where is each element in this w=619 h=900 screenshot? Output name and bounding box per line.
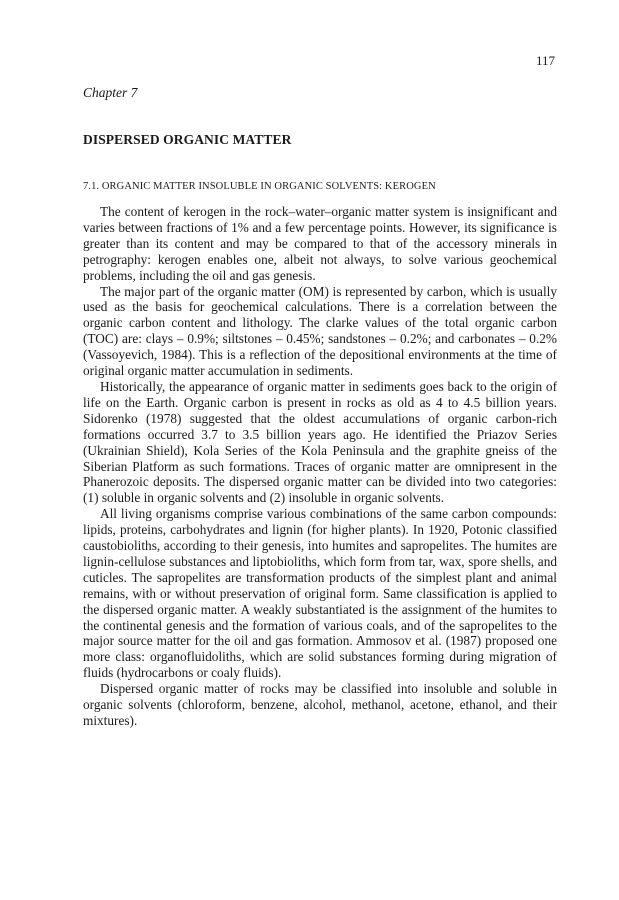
body-text xyxy=(83,204,557,729)
paragraph-3: Historically, the appearance of organic matter in sediments goes back to the origin of life on the Earth. Organic carbon is present in rocks as old as 4 to 4.5 billion years. Sidorenko (1978) suggested that the oldest accumulations of organic carbon-rich formations occurred 3.7 to 3.5 billion years ago. He identified the Priazov Series (Ukrainian Shield), Kola Series of the Kola Peninsula and the graphite gneiss of the Siberian Platform as such formations. Traces of organic matter are omnipresent in the Phanerozoic deposits. The dispersed organic matter can be divided into two categories: (1) soluble in organic solvents and (2) insoluble in organic solvents. xyxy=(83,378,557,506)
section-heading: 7.1. ORGANIC MATTER INSOLUBLE IN ORGANIC SOLVENTS: KEROGEN xyxy=(83,181,436,192)
paragraph-5: Dispersed organic matter of rocks may be classified into insoluble and soluble in organic solvents (chloroform, benzene, alcohol, methanol, acetone, ethanol, and their mixtures). xyxy=(83,681,557,728)
paragraph-1: The content of kerogen in the rock–water–organic matter system is insignificant and varies between fractions of 1% and a few percentage points. However, its significance is greater than its content and may be compared to that of the accessory minerals in petrography: kerogen enables one, albeit not always, to solve various geochemical problems, including the oil and gas genesis. xyxy=(83,204,557,283)
page-number: 117 xyxy=(535,53,555,68)
paragraph-2: The major part of the organic matter (OM) is represented by carbon, which is usually used as the basis for geochemical calculations. There is a correlation between the organic carbon content and lithology. The clarke values of the total organic carbon (TOC) are: clays – 0.9%; siltstones – 0.45%; sandstones – 0.2%; and carbonates – 0.2% (Vassoyevich, 1984). This is a reflection of the depositional environments at the time of original organic matter accumulation in sediments. xyxy=(83,283,557,379)
chapter-label: Chapter 7 xyxy=(83,85,138,100)
chapter-title: DISPERSED ORGANIC MATTER xyxy=(83,132,292,147)
paragraph-4: All living organisms comprise various combinations of the same carbon compounds: lipids, proteins, carbohydrates and lignin (for higher plants). In 1920, Potonic classified caustobioliths, according to their genesis, into humites and sapropelites. The humites are lignin-cellulose substances and liptobioliths, which form from tar, wax, spore shells, and cuticles. The sapropelites are transformation products of the simplest plant and animal remains, with or without preservation of original form. Same classification is applied to the dispersed organic matter. A weakly substantiated is the assignment of the humites to the continental genesis and the formation of various coals, and of the sapropelites to the major source matter for the oil and gas formation. Ammosov et al. (1987) proposed one more class: organofluidoliths, which are solid substances forming during migration of fluids (hydrocarbons or coaly fluids). xyxy=(83,506,557,681)
